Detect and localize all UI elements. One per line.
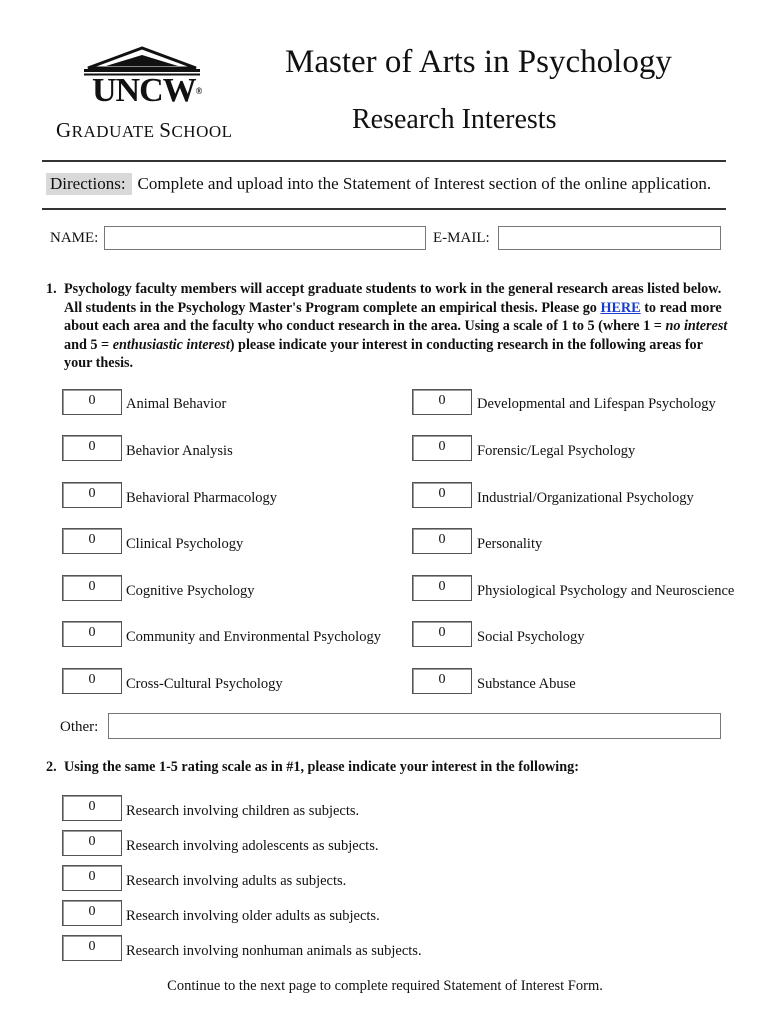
question-1-em-enthusiastic: enthusiastic interest [112,336,230,353]
page-title: Master of Arts in Psychology [285,44,672,80]
email-input[interactable] [498,226,721,250]
area-label: Clinical Psychology [126,536,244,552]
rating-older-adults[interactable]: 0 [62,900,122,926]
logo-wordmark: UNCW® [92,72,202,109]
subject-label: Research involving adults as subjects. [126,873,347,889]
rating-adolescents[interactable]: 0 [62,830,122,856]
question-2-text: Using the same 1-5 rating scale as in #1, please indicate your interest in the following: [64,759,579,775]
area-label: Personality [477,536,543,552]
rating-developmental-lifespan[interactable]: 0 [412,389,472,415]
area-label: Community and Environmental Psychology [126,629,381,645]
rating-cognitive-psychology[interactable]: 0 [62,575,122,601]
rating-community-environmental[interactable]: 0 [62,621,122,647]
area-label: Social Psychology [477,629,585,645]
question-1-text-b: to read more about each area and the faculty who conduct research in the area. Using a scale of 1 to 5 (where 1 = [64,299,722,335]
name-input[interactable] [104,226,426,250]
question-1-number: 1. [46,281,57,297]
area-label: Substance Abuse [477,676,576,692]
rating-forensic-legal[interactable]: 0 [412,435,472,461]
rating-behavioral-pharmacology[interactable]: 0 [62,482,122,508]
rating-children[interactable]: 0 [62,795,122,821]
area-label: Forensic/Legal Psychology [477,443,636,459]
question-1-text-c: and 5 = [64,336,113,353]
subject-label: Research involving nonhuman animals as subjects. [126,943,422,959]
question-2 [46,758,732,777]
area-label: Cross-Cultural Psychology [126,676,283,692]
question-1-text-d: ) please indicate your interest in conducting research in the following areas for your thesis. [64,336,703,372]
other-label: Other: [60,719,99,735]
other-input[interactable] [108,713,721,739]
divider-top [42,160,726,162]
subject-label: Research involving children as subjects. [126,803,360,819]
directions-text: Complete and upload into the Statement of Interest section of the online application. [137,174,712,193]
subject-label: Research involving older adults as subjects. [126,908,380,924]
rating-social-psychology[interactable]: 0 [412,621,472,647]
page-subtitle: Research Interests [352,104,557,135]
uncw-logo [52,46,242,142]
area-label: Physiological Psychology and Neuroscience [477,583,735,599]
area-label: Industrial/Organizational Psychology [477,490,694,506]
question-1-text-a: Psychology faculty members will accept graduate students to work in the general research areas listed below. All students in the Psychology Master's Program complete an empirical thesis. Please go [64,281,722,316]
rating-nonhuman-animals[interactable]: 0 [62,935,122,961]
footer-note: Continue to the next page to complete required Statement of Interest Form. [167,978,603,994]
rating-behavior-analysis[interactable]: 0 [62,435,122,461]
rating-physiological-neuroscience[interactable]: 0 [412,575,472,601]
subject-label: Research involving adolescents as subjects. [126,838,379,854]
area-label: Behavioral Pharmacology [126,490,277,506]
rating-substance-abuse[interactable]: 0 [412,668,472,694]
question-1-em-no-interest: no interest [665,318,728,335]
rating-animal-behavior[interactable]: 0 [62,389,122,415]
directions [46,174,711,194]
name-label: NAME: [50,230,99,246]
divider-bottom [42,208,726,210]
question-2-number: 2. [46,759,57,775]
area-label: Developmental and Lifespan Psychology [477,396,716,412]
rating-personality[interactable]: 0 [412,528,472,554]
directions-label: Directions: [46,173,132,195]
email-label: E-MAIL: [433,230,490,246]
rating-industrial-organizational[interactable]: 0 [412,482,472,508]
here-link[interactable]: HERE [600,299,641,316]
area-label: Behavior Analysis [126,443,233,459]
area-label: Cognitive Psychology [126,583,255,599]
rating-adults[interactable]: 0 [62,865,122,891]
question-1 [46,280,732,373]
rating-clinical-psychology[interactable]: 0 [62,528,122,554]
rating-cross-cultural[interactable]: 0 [62,668,122,694]
logo-subtitle: GRADUATE SCHOOL [56,118,233,142]
area-label: Animal Behavior [126,396,227,412]
